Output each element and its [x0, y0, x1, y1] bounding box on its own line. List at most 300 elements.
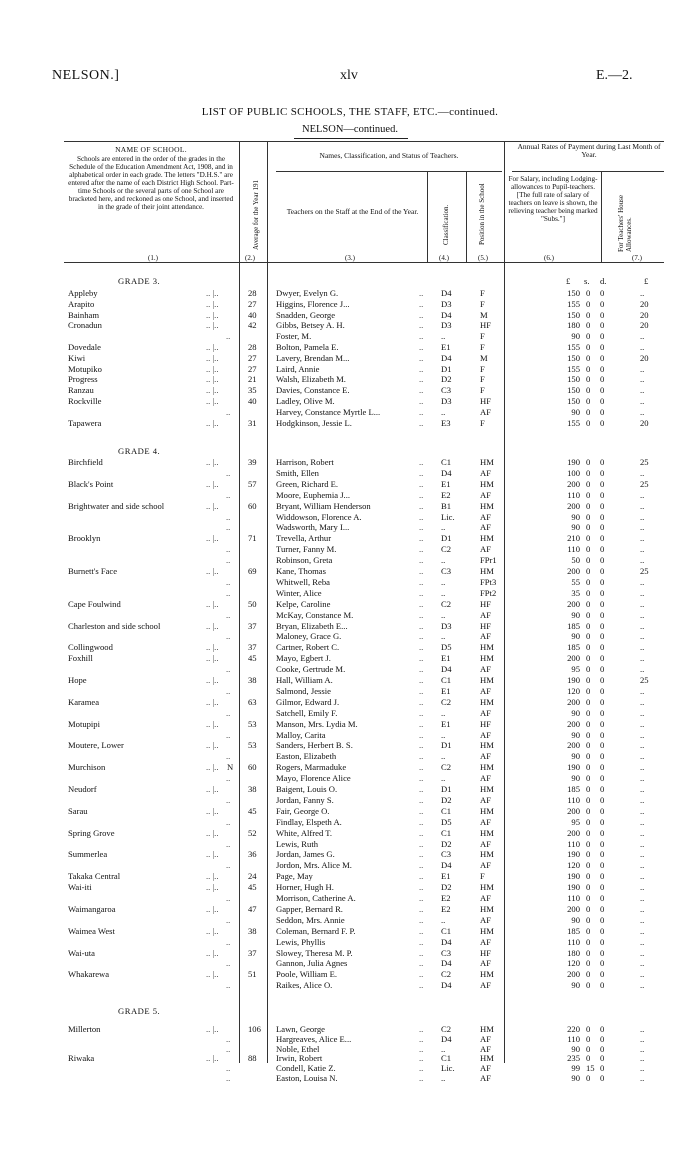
- teacher-name: Winter, Alice: [276, 587, 322, 598]
- position: HM: [480, 566, 494, 576]
- leader-dots: ..: [419, 947, 424, 958]
- leader-dots: .. |..: [206, 533, 219, 544]
- table-row: [0, 342, 700, 352]
- salary-shillings: 15: [586, 1063, 595, 1074]
- salary-shillings: 0: [586, 352, 591, 363]
- leader-dots: ..: [419, 1033, 424, 1044]
- salary-pence: 0: [600, 374, 605, 385]
- table-row: [0, 773, 700, 783]
- classification: D2: [441, 374, 452, 385]
- leader-dots: ..: [419, 969, 424, 980]
- salary-pence: 0: [600, 288, 605, 298]
- teacher-name: Satchell, Emily F.: [276, 707, 338, 718]
- position: AF: [480, 511, 491, 522]
- leader-dots: ..: [226, 936, 231, 947]
- table-title: LIST OF PUBLIC SCHOOLS, THE STAFF, ETC.—continued.: [201, 106, 499, 118]
- position: HF: [480, 718, 491, 729]
- table-row: [0, 320, 700, 330]
- salary-pence: 0: [600, 958, 605, 969]
- classification: ..: [441, 406, 446, 417]
- position: F: [480, 374, 485, 385]
- salary-pounds: 90: [571, 980, 580, 991]
- table-row: [0, 468, 700, 478]
- position: AF: [480, 860, 491, 871]
- table-row: [0, 407, 700, 417]
- salary-pounds: 90: [571, 729, 580, 740]
- salary-pence: 0: [600, 544, 605, 555]
- leader-dots: ..: [419, 320, 424, 331]
- average-attendance: 40: [248, 309, 257, 320]
- teacher-name: Rogers, Marmaduke: [276, 762, 347, 773]
- salary-pounds: 110: [567, 893, 580, 903]
- position: AF: [480, 936, 491, 947]
- teacher-name: Robinson, Greta: [276, 555, 333, 566]
- leader-dots: .. |..: [206, 1053, 219, 1064]
- table-row: [0, 806, 700, 816]
- leader-dots: .. |..: [206, 642, 219, 653]
- salary-pence: 0: [600, 1024, 605, 1034]
- salary-pounds: 200: [567, 653, 580, 664]
- teacher-name: Coleman, Bernard F. P.: [276, 925, 356, 936]
- salary-shillings: 0: [586, 653, 591, 664]
- leader-dots: .. |..: [206, 762, 219, 773]
- salary-pence: 0: [600, 914, 605, 925]
- salary-pence: 0: [600, 849, 605, 860]
- salary-pence: 0: [600, 653, 605, 664]
- table-row: [0, 512, 700, 522]
- grade-heading: GRADE 4.: [118, 446, 161, 456]
- table-row: [0, 490, 700, 500]
- house-allowance: ..: [640, 396, 645, 406]
- table-row: [0, 621, 700, 631]
- leader-dots: ..: [419, 871, 424, 882]
- position: HM: [480, 762, 494, 773]
- teacher-name: Malloy, Carita: [276, 729, 326, 740]
- teacher-name: Easton, Elizabeth: [276, 751, 337, 762]
- house-allowance: ..: [640, 827, 645, 838]
- house-allowance: 25: [640, 675, 649, 685]
- salary-pence: 0: [600, 342, 605, 352]
- teacher-name: Turner, Fanny M.: [276, 544, 337, 555]
- leader-dots: ..: [419, 363, 424, 374]
- salary-shillings: 0: [586, 489, 591, 500]
- leader-dots: ..: [419, 751, 424, 762]
- leader-dots: ..: [226, 609, 231, 620]
- leader-dots: .. |..: [206, 718, 219, 729]
- salary-pence: 0: [600, 696, 605, 707]
- classification: D4: [441, 860, 452, 871]
- teacher-name: Jordan, James G.: [276, 849, 335, 860]
- leader-dots: .. |..: [206, 396, 219, 406]
- salary-shillings: 0: [586, 729, 591, 740]
- leader-dots: ..: [419, 288, 424, 298]
- grade-heading: GRADE 3.: [118, 276, 161, 286]
- teacher-name: Findlay, Elspeth A.: [276, 816, 342, 827]
- leader-dots: .. |..: [206, 784, 219, 794]
- salary-pence: 0: [600, 489, 605, 500]
- classification: E1: [441, 718, 451, 729]
- salary-shillings: 0: [586, 467, 591, 478]
- salary-pence: 0: [600, 882, 605, 893]
- leader-dots: ..: [226, 1043, 231, 1054]
- salary-pounds: 120: [567, 860, 580, 871]
- leader-dots: ..: [226, 773, 231, 784]
- house-allowance: ..: [640, 903, 645, 914]
- grade-heading: GRADE 5.: [118, 1006, 161, 1016]
- classification: C1: [441, 457, 452, 467]
- leader-dots: ..: [226, 489, 231, 500]
- teacher-name: Salmond, Jessie: [276, 685, 331, 696]
- position: AF: [480, 1043, 491, 1054]
- average-attendance: 71: [248, 533, 257, 544]
- leader-dots: ..: [419, 566, 424, 576]
- salary-pence: 0: [600, 522, 605, 533]
- table-row: [0, 533, 700, 543]
- salary-shillings: 0: [586, 533, 591, 544]
- classification: C1: [441, 827, 452, 838]
- salary-pounds: 50: [571, 555, 580, 566]
- school-name: Brightwater and side school: [68, 500, 165, 511]
- table-row: [0, 686, 700, 696]
- teacher-name: Hall, William A.: [276, 675, 333, 685]
- salary-pence: 0: [600, 740, 605, 751]
- table-row: [0, 839, 700, 849]
- school-name: Sarau: [68, 805, 88, 816]
- position: AF: [480, 751, 491, 762]
- salary-pounds: 220: [567, 1024, 580, 1034]
- classification: Lic.: [441, 1063, 455, 1074]
- salary-pounds: 90: [571, 631, 580, 642]
- salary-shillings: 0: [586, 969, 591, 980]
- teacher-name: Foster, M.: [276, 331, 312, 342]
- house-allowance: ..: [640, 609, 645, 620]
- salary-shillings: 0: [586, 406, 591, 417]
- leader-dots: ..: [419, 762, 424, 773]
- house-allowance: ..: [640, 555, 645, 566]
- leader-dots: ..: [419, 478, 424, 489]
- average-attendance: 38: [248, 675, 257, 685]
- position: AF: [480, 893, 491, 903]
- classification: D1: [441, 363, 452, 374]
- classification: B1: [441, 500, 452, 511]
- salary-pence: 0: [600, 598, 605, 609]
- teacher-name: Hargreaves, Alice E...: [276, 1033, 352, 1044]
- school-name: Hope: [68, 675, 87, 685]
- house-allowance: ..: [640, 936, 645, 947]
- leader-dots: .. |..: [206, 925, 219, 936]
- teacher-name: Morrison, Catherine A.: [276, 893, 356, 903]
- leader-dots: .. |..: [206, 882, 219, 893]
- salary-pence: 0: [600, 947, 605, 958]
- school-name: Brooklyn: [68, 533, 101, 544]
- house-allowance: ..: [640, 969, 645, 980]
- table-row: [0, 915, 700, 925]
- classification: ..: [441, 609, 446, 620]
- position: AF: [480, 838, 491, 849]
- position: HM: [480, 533, 494, 544]
- position: F: [480, 871, 485, 882]
- average-attendance: 51: [248, 969, 257, 980]
- leader-dots: ..: [419, 827, 424, 838]
- salary-pounds: 190: [567, 457, 580, 467]
- salary-pence: 0: [600, 664, 605, 675]
- leader-dots: ..: [226, 958, 231, 969]
- leader-dots: .. |..: [206, 675, 219, 685]
- table-row: [0, 353, 700, 363]
- position: HM: [480, 457, 494, 467]
- salary-shillings: 0: [586, 320, 591, 331]
- table-row: [0, 958, 700, 968]
- house-allowance: ..: [640, 740, 645, 751]
- table-row: [0, 310, 700, 320]
- leader-dots: ..: [226, 555, 231, 566]
- school-name: Charleston and side school: [68, 620, 161, 631]
- average-attendance: 52: [248, 827, 257, 838]
- classification: C1: [441, 925, 452, 936]
- leader-dots: ..: [419, 696, 424, 707]
- salary-shillings: 0: [586, 417, 591, 428]
- leader-dots: .. |..: [206, 363, 219, 374]
- classification: ..: [441, 587, 446, 598]
- classification: E1: [441, 871, 451, 882]
- money-head-shillings: s.: [584, 276, 590, 286]
- average-attendance: 60: [248, 500, 257, 511]
- table-row: [0, 1034, 700, 1044]
- table-row: [0, 697, 700, 707]
- salary-shillings: 0: [586, 664, 591, 675]
- salary-pounds: 200: [567, 903, 580, 914]
- leader-dots: ..: [226, 522, 231, 533]
- leader-dots: ..: [419, 555, 424, 566]
- salary-shillings: 0: [586, 1073, 591, 1083]
- classification: E1: [441, 478, 451, 489]
- position: HM: [480, 642, 494, 653]
- salary-pounds: 235: [567, 1053, 580, 1064]
- salary-pounds: 110: [567, 1033, 580, 1044]
- house-allowance: ..: [640, 925, 645, 936]
- money-head-house-pounds: £: [644, 276, 649, 286]
- salary-shillings: 0: [586, 457, 591, 467]
- teacher-name: Page, May: [276, 871, 313, 882]
- salary-pounds: 120: [567, 958, 580, 969]
- salary-pounds: 185: [567, 642, 580, 653]
- classification: D2: [441, 794, 452, 805]
- salary-shillings: 0: [586, 675, 591, 685]
- classification: ..: [441, 576, 446, 587]
- house-allowance: ..: [640, 696, 645, 707]
- leader-dots: ..: [419, 740, 424, 751]
- house-allowance: ..: [640, 642, 645, 653]
- motupipi-mark: N: [227, 762, 234, 772]
- teacher-name: Laird, Annie: [276, 363, 320, 374]
- leader-dots: .. |..: [206, 309, 219, 320]
- school-name: Moutere, Lower: [68, 740, 124, 751]
- leader-dots: ..: [226, 707, 231, 718]
- leader-dots: .. |..: [206, 740, 219, 751]
- classification: C3: [441, 385, 452, 396]
- house-allowance: ..: [640, 784, 645, 794]
- leader-dots: ..: [226, 511, 231, 522]
- house-allowance: 20: [640, 320, 649, 331]
- salary-shillings: 0: [586, 696, 591, 707]
- position: F: [480, 417, 485, 428]
- salary-pence: 0: [600, 320, 605, 331]
- classification: ..: [441, 331, 446, 342]
- table-row: [0, 882, 700, 892]
- position: HM: [480, 1053, 494, 1064]
- salary-pounds: 95: [571, 664, 580, 675]
- salary-shillings: 0: [586, 1024, 591, 1034]
- salary-pence: 0: [600, 816, 605, 827]
- school-name: Millerton: [68, 1024, 101, 1034]
- school-name: Collingwood: [68, 642, 113, 653]
- table-row: [0, 653, 700, 663]
- leader-dots: ..: [419, 838, 424, 849]
- salary-pounds: 90: [571, 331, 580, 342]
- salary-shillings: 0: [586, 860, 591, 871]
- teacher-name: Green, Richard E.: [276, 478, 339, 489]
- table-row: [0, 948, 700, 958]
- salary-pence: 0: [600, 893, 605, 903]
- teacher-name: McKay, Constance M.: [276, 609, 354, 620]
- teacher-name: Slowey, Theresa M. P.: [276, 947, 353, 958]
- salary-pence: 0: [600, 309, 605, 320]
- leader-dots: .. |..: [206, 374, 219, 385]
- position: AF: [480, 467, 491, 478]
- leader-dots: ..: [419, 1024, 424, 1034]
- salary-shillings: 0: [586, 903, 591, 914]
- house-allowance: ..: [640, 980, 645, 991]
- salary-shillings: 0: [586, 914, 591, 925]
- salary-pence: 0: [600, 860, 605, 871]
- leader-dots: ..: [226, 587, 231, 598]
- classification: C2: [441, 1024, 452, 1034]
- school-name: Black's Point: [68, 478, 114, 489]
- leader-dots: ..: [226, 576, 231, 587]
- school-name: Cronadun: [68, 320, 102, 331]
- position: AF: [480, 980, 491, 991]
- salary-pounds: 90: [571, 914, 580, 925]
- classification: E1: [441, 653, 451, 664]
- column-number: (4.): [439, 254, 449, 262]
- classification: D2: [441, 838, 452, 849]
- school-name: Tapawera: [68, 417, 102, 428]
- classification: C2: [441, 544, 452, 555]
- salary-pence: 0: [600, 298, 605, 309]
- classification-column-head: Classification.: [442, 204, 450, 245]
- house-allowance: ..: [640, 363, 645, 374]
- house-allowance: ..: [640, 816, 645, 827]
- leader-dots: ..: [226, 685, 231, 696]
- salary-pence: 0: [600, 478, 605, 489]
- classification: D4: [441, 664, 452, 675]
- leader-dots: ..: [419, 620, 424, 631]
- house-allowance: 25: [640, 566, 649, 576]
- position: AF: [480, 729, 491, 740]
- average-attendance: 53: [248, 740, 257, 751]
- leader-dots: ..: [419, 980, 424, 991]
- salary-pence: 0: [600, 794, 605, 805]
- classification: D4: [441, 352, 452, 363]
- average-attendance: 45: [248, 653, 257, 664]
- leader-dots: ..: [419, 849, 424, 860]
- position: HF: [480, 396, 491, 406]
- salary-shillings: 0: [586, 555, 591, 566]
- table-row: [0, 904, 700, 914]
- classification: D4: [441, 1033, 452, 1044]
- salary-shillings: 0: [586, 642, 591, 653]
- teacher-name: Irwin, Robert: [276, 1053, 323, 1064]
- salary-pounds: 110: [567, 936, 580, 947]
- salary-pounds: 155: [567, 363, 580, 374]
- salary-pence: 0: [600, 925, 605, 936]
- teacher-name: Gannon, Julia Agnes: [276, 958, 348, 969]
- house-allowance: ..: [640, 533, 645, 544]
- salary-pounds: 210: [567, 533, 580, 544]
- house-allowance: ..: [640, 1053, 645, 1064]
- table-row: [0, 331, 700, 341]
- column-number: (1.): [148, 254, 158, 262]
- school-name: Motupiko: [68, 363, 102, 374]
- school-name: Summerlea: [68, 849, 108, 860]
- position: AF: [480, 522, 491, 533]
- position: HF: [480, 598, 491, 609]
- position: FPt2: [480, 587, 497, 598]
- leader-dots: ..: [226, 1063, 231, 1074]
- salary-pounds: 155: [567, 417, 580, 428]
- classification: ..: [441, 555, 446, 566]
- teachers-column-subhead: Teachers on the Staff at the End of the Year.: [286, 207, 419, 216]
- average-attendance: 38: [248, 925, 257, 936]
- salary-shillings: 0: [586, 980, 591, 991]
- house-allowance: ..: [640, 751, 645, 762]
- leader-dots: ..: [419, 936, 424, 947]
- table-row: [0, 871, 700, 881]
- table-row: [0, 730, 700, 740]
- teacher-name: Cartner, Robert C.: [276, 642, 340, 653]
- table-row: [0, 784, 700, 794]
- table-row: [0, 675, 700, 685]
- leader-dots: ..: [419, 816, 424, 827]
- classification: C1: [441, 805, 452, 816]
- salary-shillings: 0: [586, 838, 591, 849]
- position: AF: [480, 1063, 491, 1074]
- salary-pounds: 200: [567, 718, 580, 729]
- table-row: [0, 555, 700, 565]
- leader-dots: ..: [419, 309, 424, 320]
- salary-pence: 0: [600, 620, 605, 631]
- leader-dots: ..: [419, 903, 424, 914]
- page-number: xlv: [340, 68, 358, 83]
- salary-shillings: 0: [586, 598, 591, 609]
- salary-pounds: 110: [567, 544, 580, 555]
- classification: D4: [441, 958, 452, 969]
- position: HF: [480, 320, 491, 331]
- position: HM: [480, 653, 494, 664]
- salary-pence: 0: [600, 729, 605, 740]
- column-number: (7.): [632, 254, 642, 262]
- school-name: Appleby: [68, 288, 98, 298]
- salary-shillings: 0: [586, 936, 591, 947]
- salary-pence: 0: [600, 936, 605, 947]
- leader-dots: ..: [419, 805, 424, 816]
- position: HF: [480, 620, 491, 631]
- column-number: (2.): [245, 254, 255, 262]
- table-row: [0, 566, 700, 576]
- leader-dots: ..: [419, 958, 424, 969]
- leader-dots: .. |..: [206, 320, 219, 331]
- school-name: Rockville: [68, 396, 102, 406]
